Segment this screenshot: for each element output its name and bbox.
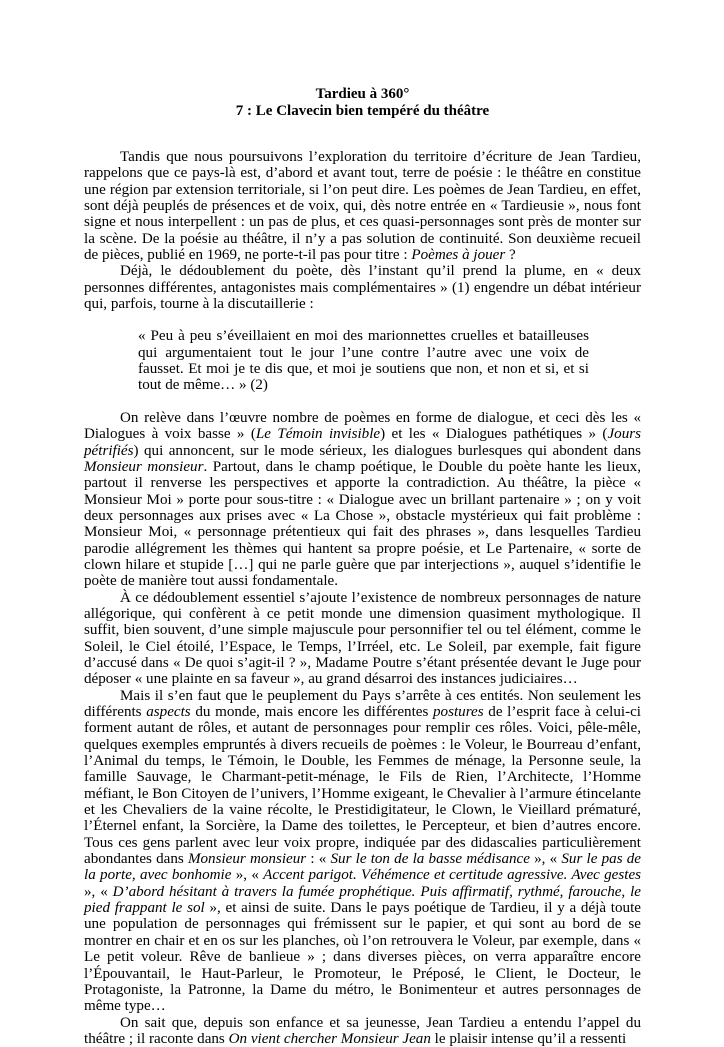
text-run: ) qui annoncent, sur le mode sérieux, les dialogues burlesques qui abondent dans (133, 442, 641, 459)
italic-text: Sur le ton de la basse médisance (330, 851, 530, 868)
text-run: À ce dédoublement essentiel s’ajoute l’existence de nombreux personnages de nature allégorique, qui confèrent à ce petit monde une dimension quasiment mythologique. Il suffit, bien souvent, d’une simple majuscule pour personnifier tel ou tel élément, comme le Soleil, le Ciel étoilé, l’Espace, le Temps, l’Irréel, etc. Le Soleil, par exemple, fait figure d’accusé dans « De quoi s’agit-il ? », Madame Poutre s’étant présentée devant le Juge pour déposer « une plainte en sa faveur », au grand désarroi des instances judiciaires… (84, 589, 641, 688)
body-paragraph (84, 149, 641, 263)
italic-text: postures (433, 704, 484, 720)
body-paragraph (84, 590, 641, 688)
italic-text: aspects (146, 704, 191, 720)
text-run: Déjà, le dédoublement du poète, dès l’instant qu’il prend la plume, en « deux personnes différentes, antagonistes mais complémentaires » (1) engendre un débat intérieur qui, parfois, tourne à la discutaillerie : (84, 263, 641, 313)
body-paragraph (84, 688, 641, 1015)
italic-text: Le Témoin invisible (255, 426, 381, 443)
text-run: de l’esprit face à celui-ci forment autant de rôles, et autant de personnages pour remplir ces rôles. Voici, pêle-mêle, quelques exemples empruntés à divers recueils de poèmes : le Voleur, le Bourreau d’enfant, l’Animal du temps, le Témoin, le Double, les Femmes de ménage, la Personne seule, la famille Sauvage, le Charmant-petit-ménage, le Fils de Rien, l’Architecte, l’Homme méfiant, le Bon Citoyen de l’univers, l’Homme exigeant, le Chevalier à l’armure étincelante et les Chevaliers de la vaine récolte, le Prestidigitateur, le Clown, le Vieillard prématuré, l’Éternel enfant, la Sorcière, la Dame des toilettes, le Percepteur, et bien d’autres encore. Tous ces gens parlent avec leur voix propre, indiquée par des didascalies particulièrement abondantes dans (84, 704, 642, 868)
text-run: », « (231, 867, 264, 884)
body-paragraph (84, 1015, 641, 1047)
body-paragraph (84, 410, 641, 590)
text-run: », et ainsi de suite. Dans le pays poétique de Tardieu, il y a déjà toute une population de personnages qui frémissent sur le papier, et qui sont au bord de se montrer en chair et en os sur les planches, où l’on retrouvera le Voleur, par exemple, dans « Le petit voleur. Rêve de banlieue » ; dans diverses pièces, on verra apparaître encore l’Épouvantail, le Haut-Parleur, le Promoteur, le Préposé, le Client, le Docteur, le Protagoniste, la Patronne, la Dame du métro, le Bonimenteur et autres personnages de même type… (84, 900, 641, 1015)
italic-text: D’abord hésitant à travers la fumée prophétique. Puis affirmatif, rythmé, farouche, le pied frappant le sol (84, 883, 641, 917)
document-page (84, 86, 641, 1047)
text-run: On sait que, depuis son enfance et sa jeunesse, Jean Tardieu a entendu l’appel du théâtre ; il raconte dans (84, 1014, 641, 1047)
text-run: « Peu à peu s’éveillaient en moi des marionnettes cruelles et batailleuses qui argumentaient tout le jour l’une contre l’autre avec une voix de fausset. Et moi je te dis que, et moi je soutiens que non, et non et si, et si tout de même… » (2) (138, 328, 589, 394)
text-run: Tandis que nous poursuivons l’exploration du territoire d’écriture de Jean Tardieu, rappelons que ce pays-là est, d’abord et avant tout, terre de poésie : le théâtre en constitue une région par extension territoriale, si l’on peut dire. Les poèmes de Jean Tardieu, en effet, sont déjà peuplés de présences et de voix, qui, dès notre entrée en « Tardieusie », nous font signe et nous interpellent : un pas de plus, et ces quasi-personnages sont près de monter sur la scène. De la poésie au théâtre, il n’y a pas solution de continuité. Son deuxième recueil de pièces, publié en 1969, ne porte-t-il pas pour titre : (84, 149, 641, 264)
chapter-title: 7 : Le Clavecin bien tempéré du théâtre (235, 103, 490, 119)
text-run: ) et les « Dialogues pathétiques » ( (380, 426, 608, 443)
text-run: », « (529, 851, 562, 868)
italic-text: On vient chercher Monsieur Jean (228, 1030, 431, 1047)
text-run: On relève dans l’œuvre nombre de poèmes en forme de dialogue, et ceci dès les « Dialogues à voix basse » ( (84, 409, 641, 443)
document-body (84, 149, 641, 1047)
text-run: du monde, mais encore les différentes (190, 704, 433, 720)
block-quote (138, 328, 589, 393)
text-run: ? (505, 247, 516, 264)
italic-text: Jours pétrifiés (84, 426, 642, 459)
text-run: Mais il s’en faut que le peuplement du Pays s’arrête à ces entités. Non seulement les différents (84, 687, 641, 720)
italic-text: Sur le pas de la porte, avec bonhomie (84, 851, 641, 884)
text-run: . Partout, dans le champ poétique, le Double du poète hante les lieux, partout il renverse les perspectives et apporte la contradiction. Au théâtre, la pièce « Monsieur Moi » porte pour sous-titre : « Dialogue avec un brillant partenaire » ; on y voit deux personnages aux prises avec « La Chose », obstacle mystérieux qui fait problème : Monsieur Moi, « personnage prétentieux qui fait des phrases », dans lesquelles Tardieu parodie allégrement les thèmes qui hantent sa propre poésie, et Le Partenaire, « sorte de clown hilare et stupide […] qui ne parle guère que par interjections », auquel s’identifie le poète de manière tout aussi fondamentale. (84, 458, 641, 590)
body-paragraph (84, 263, 641, 312)
text-run: le plaisir intense qu’il a ressenti (430, 1030, 627, 1047)
italic-text: Monsieur monsieur (84, 458, 204, 475)
italic-text: Poèmes à jouer (411, 247, 506, 264)
document-title: Tardieu à 360° (315, 86, 410, 102)
italic-text: Monsieur monsieur (187, 851, 307, 868)
text-run: », « (84, 883, 113, 900)
italic-text: Accent parigot. Véhémence et certitude agressive. Avec gestes (263, 867, 642, 884)
text-run: : « (306, 851, 331, 868)
